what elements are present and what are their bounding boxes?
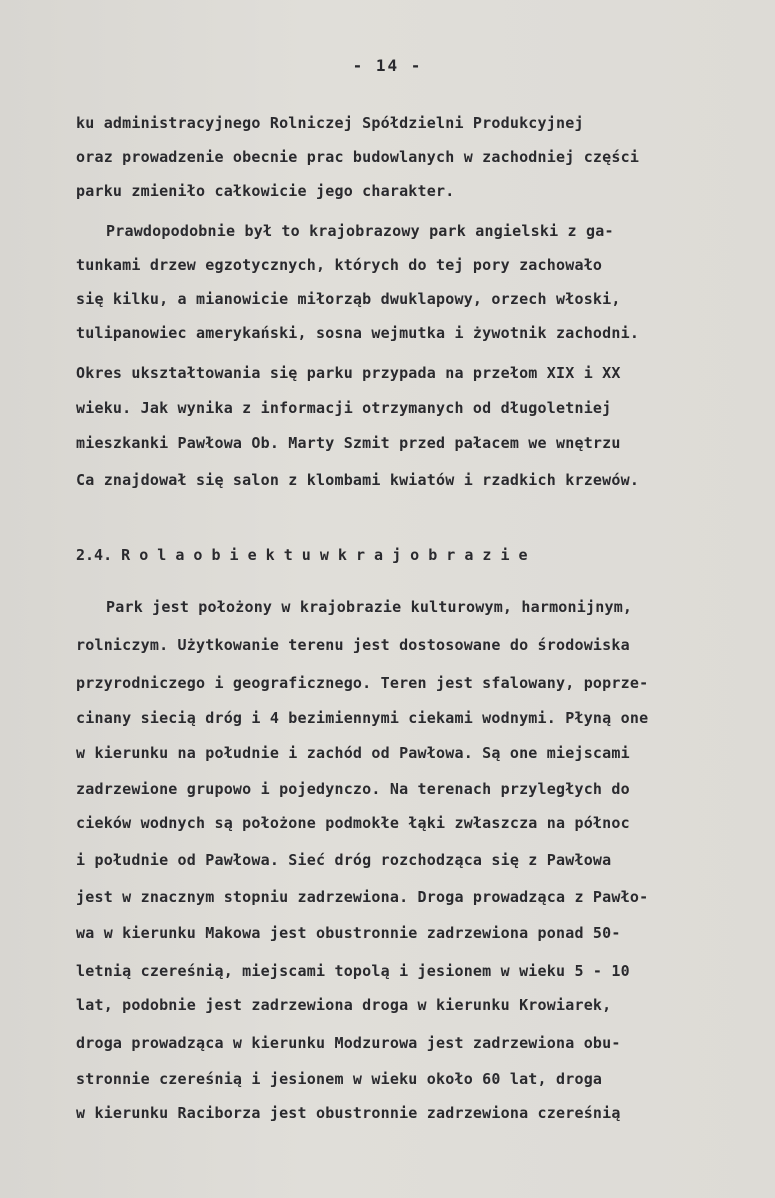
- text-line: jest w znacznym stopniu zadrzewiona. Droga prowadząca z Pawło-: [76, 888, 649, 906]
- text-line: Prawdopodobnie był to krajobrazowy park angielski z ga-: [106, 222, 614, 240]
- text-line: przyrodniczego i geograficznego. Teren jest sfalowany, poprze-: [76, 674, 649, 692]
- section-heading: 2.4. R o l a o b i e k t u w k r a j o b r a z i e: [76, 546, 528, 564]
- text-line: i południe od Pawłowa. Sieć dróg rozchodząca się z Pawłowa: [76, 851, 612, 869]
- text-line: stronnie czereśnią i jesionem w wieku około 60 lat, droga: [76, 1070, 603, 1088]
- text-line: lat, podobnie jest zadrzewiona droga w kierunku Krowiarek,: [76, 996, 612, 1014]
- text-line: Okres ukształtowania się parku przypada na przełom XIX i XX: [76, 364, 621, 382]
- text-line: się kilku, a mianowicie miłorząb dwuklapowy, orzech włoski,: [76, 290, 621, 308]
- text-line: oraz prowadzenie obecnie prac budowlanych w zachodniej części: [76, 148, 640, 166]
- text-line: cieków wodnych są położone podmokłe łąki zwłaszcza na północ: [76, 814, 630, 832]
- text-line: tunkami drzew egzotycznych, których do tej pory zachowało: [76, 256, 603, 274]
- text-line: Ca znajdował się salon z klombami kwiatów i rzadkich krzewów.: [76, 471, 640, 489]
- text-line: w kierunku na południe i zachód od Pawłowa. Są one miejscami: [76, 744, 630, 762]
- text-line: cinany siecią dróg i 4 bezimiennymi ciekami wodnymi. Płyną one: [76, 709, 649, 727]
- text-line: tulipanowiec amerykański, sosna wejmutka i żywotnik zachodni.: [76, 324, 640, 342]
- text-line: letnią czereśnią, miejscami topolą i jesionem w wieku 5 - 10: [76, 962, 630, 980]
- text-line: rolniczym. Użytkowanie terenu jest dostosowane do środowiska: [76, 636, 630, 654]
- text-line: droga prowadząca w kierunku Modzurowa jest zadrzewiona obu-: [76, 1034, 621, 1052]
- text-line: wa w kierunku Makowa jest obustronnie zadrzewiona ponad 50-: [76, 924, 621, 942]
- text-line: mieszkanki Pawłowa Ob. Marty Szmit przed pałacem we wnętrzu: [76, 434, 621, 452]
- text-line: Park jest położony w krajobrazie kulturowym, harmonijnym,: [106, 598, 633, 616]
- text-line: parku zmieniło całkowicie jego charakter.: [76, 182, 455, 200]
- text-line: ku administracyjnego Rolniczej Spółdzielni Produkcyjnej: [76, 114, 584, 132]
- text-line: wieku. Jak wynika z informacji otrzymanych od długoletniej: [76, 399, 612, 417]
- page-number: - 14 -: [352, 56, 423, 75]
- text-line: zadrzewione grupowo i pojedynczo. Na terenach przyległych do: [76, 780, 630, 798]
- text-line: w kierunku Raciborza jest obustronnie zadrzewiona czereśnią: [76, 1104, 621, 1122]
